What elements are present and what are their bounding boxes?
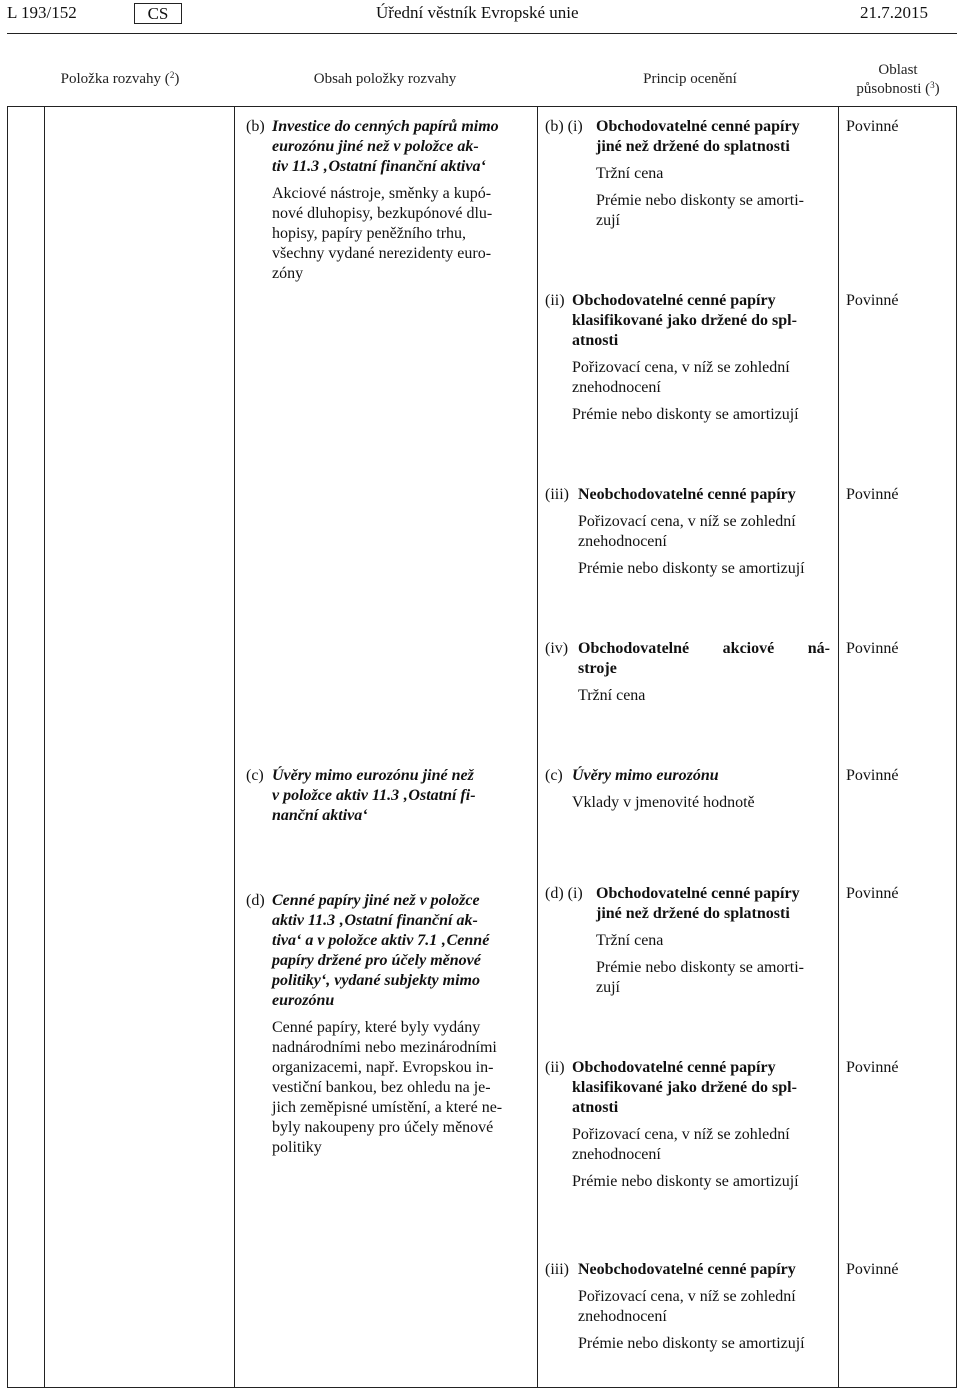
column-header-valuation: Princip ocenění: [643, 71, 737, 87]
principle-number: (ii): [545, 292, 565, 309]
item-title: Úvěry mimo eurozónu jiné než v položce aktiv 11.3 ‚Ostatní fi- nanční aktiva‘: [272, 767, 476, 824]
principle-text: Pořizovací cena, v níž se zohlední znehodnocení Prémie nebo diskonty se amortizují: [572, 1126, 799, 1190]
principle-title: Obchodovatelné akciové ná- stroje: [578, 640, 830, 677]
principle-text: Tržní cena Prémie nebo diskonty se amorti- zují: [596, 165, 804, 229]
principle-number: (d) (i): [545, 885, 583, 902]
principle-number: (iii): [545, 1261, 569, 1278]
principle-number: (iv): [545, 640, 569, 657]
principle-title: Úvěry mimo eurozónu: [572, 767, 719, 784]
scope-value: Povinné: [846, 118, 899, 135]
item-title: Investice do cenných papírů mimo eurozónu jiné než v položce ak- tiv 11.3 ‚Ostatní finanční aktiva‘: [272, 118, 499, 175]
principle-title: Obchodovatelné cenné papíry jiné než držené do splatnosti: [596, 118, 800, 155]
table-left-border: [7, 106, 8, 1387]
principle-number: (b) (i): [545, 118, 583, 135]
scope-value: Povinné: [846, 1261, 899, 1278]
column-divider: [234, 106, 235, 1387]
language-box: CS: [134, 3, 182, 24]
column-header-item: Položka rozvahy ($^2$): [60, 70, 180, 87]
title-word: ná-: [807, 640, 830, 657]
table-right-border: [956, 106, 957, 1387]
column-divider: [838, 106, 839, 1387]
principle-text: Pořizovací cena, v níž se zohlední znehodnocení Prémie nebo diskonty se amortizují: [578, 513, 805, 577]
item-description: Akciové nástroje, směnky a kupó- nové dluhopisy, bezkupónové dlu- hopisy, papíry peněžního trhu, všechny vydané nerezidenty euro- zóny: [272, 185, 493, 282]
column-header-scope: Oblast působnosti ($^3$): [856, 62, 940, 97]
publication-date: 21.7.2015: [860, 3, 928, 22]
column-header-content: Obsah položky rozvahy: [313, 71, 457, 87]
principle-number: (iii): [545, 486, 569, 503]
principle-title: Obchodovatelné cenné papíry klasifikované jako držené do spl- atnosti: [572, 1059, 797, 1116]
scope-value: Povinné: [846, 1059, 899, 1076]
item-description: Cenné papíry, které byly vydány nadnárodními nebo mezinárodními organizacemi, např. Evropskou in- vestiční bankou, bez ohledu na je- jich zeměpisné umístění, a které ne- byly nakoupeny pro účely měnové politiky: [272, 1019, 503, 1156]
journal-title: Úřední věstník Evropské unie: [376, 3, 579, 22]
principle-title: Obchodovatelné cenné papíry klasifikované jako držené do spl- atnosti: [572, 292, 797, 349]
principle-text: Pořizovací cena, v níž se zohlední znehodnocení Prémie nebo diskonty se amortizují: [572, 359, 799, 423]
principle-text: Tržní cena: [578, 687, 646, 704]
principle-number: (c): [545, 767, 563, 784]
principle-title: Neobchodovatelné cenné papíry: [578, 1261, 796, 1278]
item-label: (d): [246, 892, 265, 909]
item-title: Cenné papíry jiné než v položce aktiv 11.3 ‚Ostatní finanční ak- tiva‘ a v položce aktiv 7.1 ‚Cenné papíry držené pro účely měnové politiky‘, vydané subjekty mimo eurozónu: [272, 892, 490, 1009]
principle-title: Obchodovatelné cenné papíry jiné než držené do splatnosti: [596, 885, 800, 922]
principle-text: Tržní cena Prémie nebo diskonty se amorti- zují: [596, 932, 804, 996]
column-divider: [44, 106, 45, 1387]
scope-value: Povinné: [846, 292, 899, 309]
title-word: Obchodovatelné: [578, 640, 690, 657]
table-bottom-rule: [7, 1387, 957, 1388]
principle-number: (ii): [545, 1059, 565, 1076]
scope-value: Povinné: [846, 640, 899, 657]
item-label: (b): [246, 118, 265, 135]
principle-title: Neobchodovatelné cenné papíry: [578, 486, 796, 503]
header-rule: [7, 33, 957, 34]
item-label: (c): [246, 767, 264, 784]
scope-value: Povinné: [846, 767, 899, 784]
scope-value: Povinné: [846, 885, 899, 902]
title-word: akciové: [722, 640, 775, 657]
page-reference: L 193/152: [7, 3, 77, 22]
principle-text: Vklady v jmenovité hodnotě: [572, 794, 755, 811]
column-divider: [537, 106, 538, 1387]
principle-text: Pořizovací cena, v níž se zohlední znehodnocení Prémie nebo diskonty se amortizují: [578, 1288, 805, 1352]
table-top-rule: [7, 106, 957, 107]
scope-value: Povinné: [846, 486, 899, 503]
